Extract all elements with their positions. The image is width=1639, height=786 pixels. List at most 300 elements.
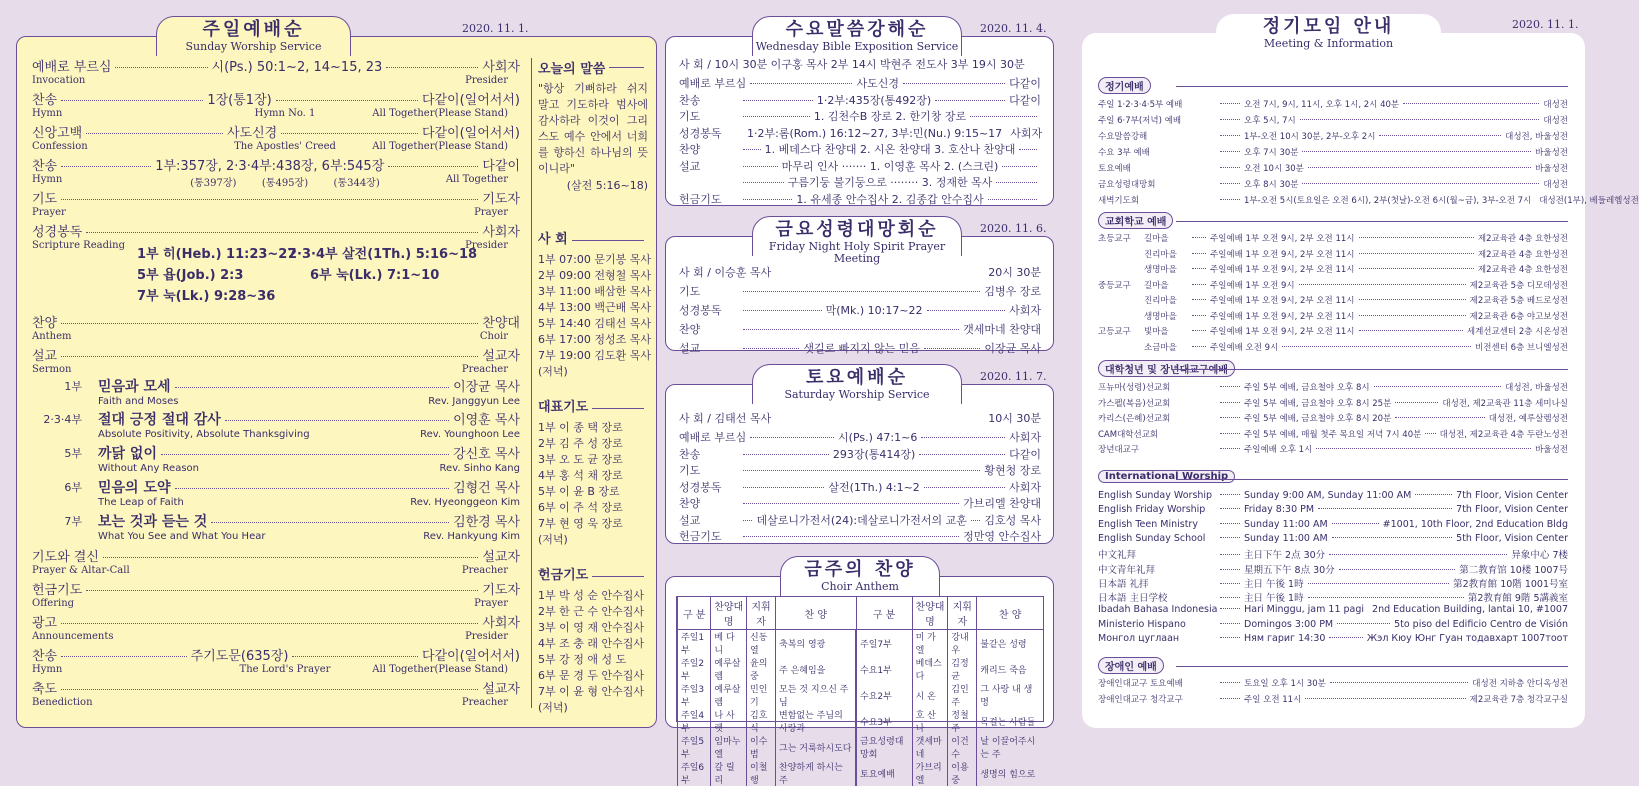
worship-item — [32, 56, 520, 75]
leader-dots — [1220, 135, 1240, 136]
sunday-tab — [156, 16, 351, 56]
info-row — [1098, 325, 1568, 337]
anthem-row — [678, 708, 1044, 734]
anthem-row — [678, 630, 1044, 657]
list-title: 사 회 — [538, 232, 568, 247]
anthem-cell: 불같은 성령 — [977, 630, 1043, 657]
leader-dots — [743, 329, 959, 330]
leader-dots — [750, 437, 834, 438]
leader-dots — [61, 623, 478, 624]
info-place: 대성전, 제2교육관 4층 두란노성전 — [1439, 429, 1568, 440]
info-row — [1098, 693, 1568, 705]
item-label: 기도와 결신 — [32, 550, 99, 565]
anthem-cell: 찬양하게 하시는 주 — [776, 760, 856, 786]
info-row — [1098, 633, 1568, 644]
worship-item — [32, 188, 520, 207]
info-name: 카리스(은혜)선교회 — [1098, 414, 1171, 424]
info-name: Ibadah Bahasa Indonesia — [1098, 604, 1218, 616]
item-label: 기도 — [679, 464, 701, 477]
word-box — [538, 58, 648, 193]
wed-lead: 사 회 / 10시 30분 이구홍 목사 2부 14시 박현주 전도사 3부 19시 30분 — [679, 58, 1025, 71]
anthem-row — [678, 760, 1044, 786]
leader-dots — [743, 116, 810, 117]
anthem-cell: 주일7부 — [856, 630, 912, 657]
info-row — [1098, 178, 1568, 190]
item-label: 예배로 부르심 — [679, 431, 747, 444]
info-name: 日本語 礼拝 — [1098, 578, 1149, 590]
item-detail: 데살로니가전서(24):데살로니가전서의 교훈 — [756, 513, 967, 527]
item-leader: 다같이 — [1009, 77, 1042, 90]
leader-dots — [988, 199, 1037, 200]
list-row: 2부 김 주 성 장로 — [538, 437, 623, 450]
info-time: Friday 8:30 PM — [1244, 504, 1315, 516]
leader-dots — [996, 182, 1037, 183]
leader-dots — [1359, 253, 1474, 254]
anthem-table — [677, 597, 1043, 786]
item-leader: 사회자 — [1009, 431, 1042, 444]
section-heading: 대학청년 및 장년대교구예배 — [1098, 360, 1235, 377]
info-time: Hari Minggu, jam 11 pagi — [1244, 604, 1365, 616]
anthem-header: 지휘자 — [948, 597, 977, 630]
info-row — [1098, 146, 1568, 158]
anthem-cell: 주일3부 — [678, 682, 711, 708]
item-detail: 시(Ps.) 47:1~6 — [838, 431, 918, 444]
info-name: 장애인대교구 토요예배 — [1098, 679, 1183, 689]
info-name: CAM대학선교회 — [1098, 429, 1159, 440]
item-label: 기도 — [679, 285, 701, 298]
sat-lead — [679, 410, 1041, 426]
anthem-title: 금주의 찬양 — [804, 559, 916, 580]
anthem-cell: 임마누엘 — [711, 734, 747, 760]
info-place: 2nd Education Building, lantai 10, #1007 — [1372, 604, 1568, 616]
anthem-cell: 생명의 힘으로 — [977, 760, 1043, 786]
info-place: 대성전 — [1543, 180, 1568, 190]
item-leader: 정만영 안수집사 — [963, 530, 1041, 543]
wed-tab — [752, 16, 962, 56]
info-row — [1098, 263, 1568, 275]
info-place: 第2教育館 9階 5講義室 — [1467, 593, 1568, 605]
item-label: 예배로 부르심 — [32, 60, 112, 75]
info-row — [1098, 490, 1568, 501]
wed-subtitle: Wednesday Bible Exposition Service — [755, 40, 959, 53]
info-row — [1098, 194, 1639, 206]
list-row: 2부 09:00 전형철 목사 — [538, 269, 651, 282]
info-name: 금요성령대망회 — [1098, 180, 1156, 190]
leader-dots — [1415, 494, 1452, 495]
info-row — [1098, 114, 1568, 126]
item-label: 성경봉독 — [679, 480, 722, 494]
leader-dots — [1220, 682, 1240, 683]
leader-dots — [1220, 417, 1240, 418]
leader-dots — [1192, 253, 1206, 254]
info-place: 세계선교센터 2층 시온성전 — [1466, 327, 1568, 337]
fri-subtitle: Friday Night Holy Spirit Prayer Meeting — [768, 240, 946, 265]
info-place: 대성전 — [1543, 100, 1568, 110]
leader-dots — [1220, 637, 1240, 638]
item-detail: 사도신경 — [856, 77, 899, 90]
leader-dots — [211, 522, 449, 523]
info-row — [1098, 397, 1568, 409]
list-row: 6부 문 경 두 안수집사 — [538, 669, 644, 682]
worship-item — [32, 155, 520, 174]
list-heading — [538, 232, 648, 248]
info-time: 오후 5시, 7시 — [1244, 116, 1296, 126]
leader-dots — [115, 67, 207, 68]
item-leader: 사회자 — [1009, 304, 1041, 317]
sermon-part: 6부 — [64, 481, 82, 494]
item-label: 기도 — [32, 192, 58, 207]
info-name: English Sunday School — [1098, 532, 1206, 544]
item-leader: 기도자 — [482, 192, 520, 207]
list-row: 3부 11:00 배삼한 목사 — [538, 285, 651, 298]
sermon-row — [98, 409, 520, 429]
list-row: 7부 19:00 김도환 목사 — [538, 349, 651, 362]
item-detail: 구름기둥 불기둥으로 ········ 3. 정재한 목사 — [787, 176, 993, 189]
info-place: 대성전 — [1543, 116, 1568, 126]
section-rule — [1176, 666, 1568, 667]
leader-dots — [1220, 386, 1240, 387]
info-time: Sunday 11:00 AM — [1244, 532, 1328, 544]
anthem-cell: 갈 릴 리 — [711, 760, 747, 786]
info-time: 주일예배 1부 오전 9시, 2부 오전 11시 — [1210, 311, 1355, 322]
info-name: 주일 1·2·3·4·5부 예배 — [1098, 100, 1183, 110]
anthem-header: 지휘자 — [747, 597, 776, 630]
leader-dots — [1220, 119, 1240, 120]
leader-dots — [919, 454, 1005, 455]
item-detail: 1. 유세종 안수집사 2. 김종갑 안수집사 — [796, 192, 984, 206]
info-time: 주일예배 1부 오전 9시, 2부 오전 11시 — [1210, 296, 1355, 306]
info-name: 장년대교구 — [1098, 445, 1140, 455]
service-item — [679, 191, 1041, 207]
item-leader: 갯세마네 찬양대 — [963, 323, 1041, 336]
leader-dots — [1374, 386, 1502, 387]
info-time: 오전 7시, 9시, 11시, 오후 1시, 2시 40분 — [1244, 100, 1400, 110]
service-item — [679, 302, 1041, 318]
item-label-en: Sermon — [32, 364, 72, 375]
worship-item — [32, 612, 520, 631]
service-item — [679, 125, 1041, 141]
sat-date: 2020. 11. 7. — [980, 370, 1047, 383]
anthem-table-box — [676, 596, 1044, 786]
item-leader-en: Presider — [465, 240, 508, 251]
info-row — [1098, 162, 1568, 174]
info-name: Ministerio Hispano — [1098, 618, 1186, 630]
info-name: English Friday Worship — [1098, 504, 1206, 516]
item-label: 신앙고백 — [32, 126, 83, 141]
leader-dots — [1330, 682, 1468, 683]
info-row — [1098, 248, 1568, 260]
info-row — [1098, 381, 1568, 393]
info-place: 대성전, 바울성전 — [1505, 132, 1568, 142]
anthem-header: 찬양대명 — [711, 597, 747, 630]
sermon-preacher-en: Rev. Janggyun Lee — [428, 396, 520, 407]
sermon-preacher-en: Rev. Sinho Kang — [439, 463, 520, 474]
item-detail-en: The Lord's Prayer — [239, 664, 331, 675]
leader-dots — [1403, 103, 1539, 104]
anthem-cell: 수요2부 — [856, 682, 912, 708]
school-village: 생명마을 — [1144, 311, 1177, 322]
service-item — [679, 462, 1041, 478]
leader-dots — [1395, 417, 1484, 418]
leader-dots — [61, 199, 478, 200]
leader-dots — [1220, 523, 1240, 524]
leader-dots — [1220, 183, 1240, 184]
service-item — [679, 512, 1041, 528]
sat-lead-text: 사 회 / 김태선 목사 — [679, 412, 772, 425]
anthem-subtitle: Choir Anthem — [821, 580, 899, 593]
info-name: 장애인대교구 청각교구 — [1098, 695, 1183, 705]
sermon-title-en: The Leap of Faith — [98, 497, 184, 508]
leader-dots — [1220, 167, 1240, 168]
item-detail: 시(Ps.) 50:1~2, 14~15, 23 — [211, 60, 383, 75]
leader-dots — [743, 182, 784, 183]
anthem-header: 찬 양 — [977, 597, 1043, 630]
item-label: 찬양 — [679, 497, 701, 510]
item-label-en: Benediction — [32, 697, 93, 708]
leader-dots — [1220, 554, 1240, 555]
info-row — [1098, 562, 1568, 576]
service-item — [679, 321, 1041, 337]
item-label-en: Prayer — [32, 207, 66, 218]
leader-dots — [1192, 299, 1206, 300]
info-time: 오후 8시 30분 — [1244, 180, 1299, 190]
item-leader-en: All Together(Please Stand) — [372, 664, 508, 675]
leader-dots — [743, 166, 778, 167]
item-detail: 1. 김천수B 장로 2. 한기창 장로 — [813, 110, 967, 123]
item-label-en: Hymn — [32, 108, 63, 119]
sunday-date: 2020. 11. 1. — [462, 22, 529, 35]
fri-lead-time: 20시 30분 — [988, 266, 1041, 279]
item-leader: 설교자 — [482, 550, 520, 565]
leader-dots — [924, 487, 1005, 488]
info-time: Ням гариг 14:30 — [1244, 633, 1326, 644]
info-place: 바울성전 — [1535, 164, 1568, 174]
leader-dots — [1308, 597, 1464, 598]
item-detail: 사도신경 — [226, 126, 278, 141]
item-label: 축도 — [32, 682, 58, 697]
list-row: (저녁) — [538, 533, 568, 546]
item-leader: 사회자 — [482, 225, 520, 240]
leader-dots — [1220, 494, 1240, 495]
list-row: 3부 이 영 재 안수집사 — [538, 621, 644, 634]
leader-dots — [86, 590, 478, 591]
item-leader-en: All Together(Please Stand) — [372, 141, 508, 152]
anthem-cell: 수요1부 — [856, 656, 912, 682]
info-place: 비전센터 6층 브니엘성전 — [1475, 342, 1568, 353]
leader-dots — [1192, 315, 1206, 316]
item-label-en: Confession — [32, 141, 88, 152]
info-time: 主日 午後 1時 — [1244, 593, 1304, 605]
sermon-part: 1부 — [64, 380, 82, 393]
leader-dots — [1192, 346, 1206, 347]
scripture-reading: 5부 욥(Job.) 2:3 — [137, 268, 244, 283]
info-time: 주일 5부 예배, 금요철야 오후 8시 20분 — [1244, 414, 1392, 424]
leader-dots — [292, 656, 418, 657]
leader-dots — [1220, 151, 1240, 152]
service-item — [679, 429, 1041, 445]
fri-date: 2020. 11. 6. — [980, 222, 1047, 235]
leader-dots — [86, 133, 223, 134]
info-place: 제2교육관 6층 야고보성전 — [1469, 311, 1568, 322]
leader-dots — [1192, 237, 1206, 238]
info-row — [1098, 519, 1568, 530]
scripture-reading: 6부 눅(Lk.) 7:1~10 — [310, 268, 440, 283]
info-time: 주일예배 1부 오전 9시, 2부 오전 11시 — [1210, 234, 1355, 244]
school-village: 진리마을 — [1144, 296, 1177, 306]
info-row — [1098, 232, 1568, 244]
anthem-cell: 이용중 — [948, 760, 977, 786]
info-time: 주일 5부 예배, 매월 첫주 목요일 저녁 7시 40분 — [1244, 429, 1422, 440]
anthem-cell: 호 산 나 — [912, 708, 948, 734]
leader-dots — [161, 454, 449, 455]
info-row — [1098, 677, 1568, 689]
leader-dots — [1282, 346, 1471, 347]
leader-dots — [1220, 597, 1240, 598]
fri-title: 금요성령대망회순 — [775, 219, 939, 240]
anthem-cell: 이건수 — [948, 734, 977, 760]
anthem-cell: 강내우 — [948, 630, 977, 657]
leader-dots — [175, 488, 450, 489]
anthem-cell: 수요3부 — [856, 708, 912, 734]
item-leader: 설교자 — [482, 349, 520, 364]
heading-rule — [592, 576, 644, 577]
info-row — [1098, 341, 1568, 353]
leader-dots — [1300, 119, 1540, 120]
leader-dots — [1308, 583, 1450, 584]
leader-dots — [921, 437, 1005, 438]
list-row: 6부 이 주 석 장로 — [538, 501, 623, 514]
leader-dots — [1220, 623, 1240, 624]
item-leader-en: Preacher — [461, 565, 508, 576]
item-label-en: Offering — [32, 598, 75, 609]
item-detail: 1·2부:롬(Rom.) 16:12~27, 3부:민(Nu.) 9:15~17 — [747, 126, 1003, 140]
service-item — [679, 92, 1041, 108]
leader-dots — [61, 166, 151, 167]
leader-dots — [61, 689, 478, 690]
scripture-reading: 2·3·4부 살전(1Th.) 5:16~18 — [288, 247, 478, 262]
leader-dots — [1220, 569, 1240, 570]
leader-dots — [103, 557, 478, 558]
info-place: 第2教育館 10階 1001号室 — [1453, 578, 1568, 590]
item-detail: 마무리 인사 ······· 1. 이영훈 목사 2. (스크린) — [781, 159, 999, 173]
leader-dots — [1379, 135, 1501, 136]
heading-rule — [592, 408, 644, 409]
item-detail: 살전(1Th.) 4:1~2 — [828, 480, 920, 494]
item-leader: 가브리엘 찬양대 — [963, 497, 1041, 510]
leader-dots — [927, 310, 1006, 311]
service-item — [679, 446, 1041, 462]
list-row: 3부 오 도 균 장로 — [538, 453, 623, 466]
school-dept: 고등교구 — [1098, 327, 1131, 337]
info-time: 星期五下午 8点 30分 — [1244, 564, 1335, 576]
section-rule — [1176, 221, 1568, 222]
item-leader-en: Preacher — [461, 697, 508, 708]
item-leader: 다같이 — [482, 159, 521, 174]
leader-dots — [1359, 237, 1474, 238]
service-item — [679, 495, 1041, 511]
info-place: #1001, 10th Floor, 2nd Education Bldg — [1382, 518, 1568, 530]
word-title: 오늘의 말씀 — [538, 62, 606, 77]
anthem-cell: 김호식 — [747, 708, 776, 734]
leader-dots — [1318, 508, 1452, 509]
item-detail: 293장(통414장) — [832, 447, 916, 461]
word-ref: (살전 5:16~18) — [566, 179, 648, 192]
info-row — [1098, 412, 1568, 424]
anthem-cell: 베 다 니 — [711, 630, 747, 657]
info-time: 주일 5부 예배, 금요철야 오후 8시 25분 — [1244, 398, 1392, 409]
anthem-cell: 예루살렘 — [711, 682, 747, 708]
leader-dots — [1220, 537, 1240, 538]
scripture-reading: 1부 히(Heb.) 11:23~27 — [137, 247, 297, 262]
leader-dots — [1395, 402, 1438, 403]
sermon-preacher: 이장균 목사 — [453, 380, 520, 395]
item-leader: 다같이(일어서서) — [421, 126, 520, 141]
leader-dots — [225, 420, 449, 421]
info-place: 第二教育馆 10楼 1007号 — [1459, 564, 1568, 576]
leader-dots — [175, 387, 450, 388]
worship-item — [32, 221, 520, 240]
anthem-row — [678, 682, 1044, 708]
service-item — [679, 528, 1041, 544]
scripture-reading: 7부 눅(Lk.) 9:28~36 — [137, 289, 276, 304]
info-name: 수요 3부 예배 — [1098, 148, 1150, 158]
section-heading: International Worship — [1098, 470, 1235, 483]
leader-dots — [924, 348, 980, 349]
info-place: 제2교육관 4층 요한성전 — [1477, 249, 1568, 260]
anthem-cell: 시 온 — [912, 682, 948, 708]
item-leader: 설교자 — [482, 682, 520, 697]
leader-dots — [743, 487, 824, 488]
anthem-cell: 민인기 — [747, 682, 776, 708]
leader-dots — [388, 166, 478, 167]
item-label-en: Invocation — [32, 75, 86, 86]
sermon-title-en: Absolute Positivity, Absolute Thanksgiving — [98, 429, 310, 440]
anthem-cell: 목걸는 사람들 — [977, 708, 1043, 734]
info-place: 제2교육관 5층 베드로성전 — [1469, 296, 1568, 306]
item-detail: 1장(통1장) — [207, 93, 272, 108]
item-leader-en: All Together — [445, 174, 508, 185]
leader-dots — [743, 149, 761, 150]
item-label-en: Hymn — [32, 174, 63, 185]
worship-item — [32, 579, 520, 598]
anthem-header: 찬 양 — [776, 597, 856, 630]
info-time: Domingos 3:00 PM — [1244, 618, 1334, 630]
item-label-en: Scripture Reading — [32, 240, 126, 251]
section-rule — [1176, 479, 1568, 480]
info-row — [1098, 604, 1568, 615]
item-leader: 김호성 목사 — [984, 513, 1042, 527]
item-leader: 다같이 — [1009, 93, 1042, 107]
list-row: 5부 이 윤 B 장로 — [538, 485, 620, 498]
list-row: 6부 17:00 정성조 목사 — [538, 333, 651, 346]
item-detail: 막(Mk.) 10:17~22 — [825, 304, 923, 317]
anthem-cell: 주 은혜임을 — [776, 656, 856, 682]
wed-date: 2020. 11. 4. — [980, 22, 1047, 35]
service-item — [679, 158, 1041, 174]
item-label: 성경봉독 — [679, 304, 722, 317]
list-row: 7부 현 영 욱 장로 — [538, 517, 623, 530]
item-detail: 샛길로 빠지지 않는 믿음 — [803, 342, 921, 355]
item-leader-en: Presider — [465, 75, 508, 86]
info-place: 제2교육관 4층 요한성전 — [1477, 234, 1568, 244]
service-item — [679, 75, 1041, 91]
info-place: 대성전, 예루살렘성전 — [1488, 414, 1568, 424]
list-heading — [538, 400, 648, 416]
list-row: 1부 이 종 택 장로 — [538, 421, 623, 434]
item-detail-en: Hymn No. 1 — [254, 108, 316, 119]
leader-dots — [1359, 330, 1463, 331]
service-item — [679, 141, 1041, 157]
